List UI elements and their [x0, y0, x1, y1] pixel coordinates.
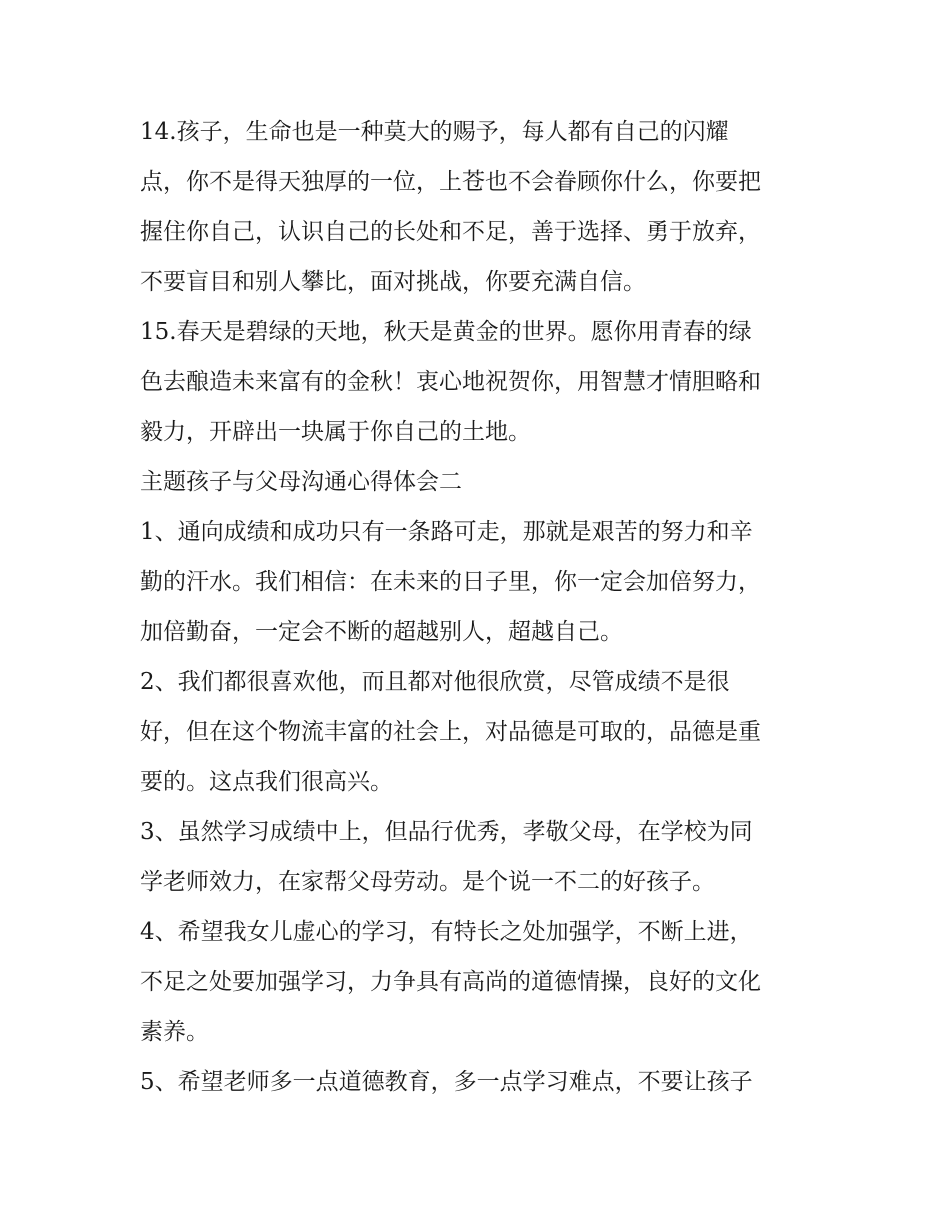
- text-line: 毅力，开辟出一块属于你自己的土地。: [140, 419, 531, 445]
- text-line: 加倍勤奋，一定会不断的超越别人，超越自己。: [140, 619, 623, 645]
- section-heading: 主题孩子与父母沟通心得体会二: [140, 469, 462, 495]
- text-line: 5、希望老师多一点道德教育，多一点学习难点，不要让孩子: [140, 1069, 753, 1095]
- text-line: 14.孩子，生命也是一种莫大的赐予，每人都有自己的闪耀: [140, 119, 729, 145]
- text-line: 不要盲目和别人攀比，面对挑战，你要充满自信。: [140, 269, 646, 295]
- text-line: 点，你不是得天独厚的一位，上苍也不会眷顾你什么，你要把: [140, 169, 761, 195]
- text-line: 学老师效力，在家帮父母劳动。是个说一不二的好孩子。: [140, 869, 715, 895]
- document-body: [140, 107, 820, 1107]
- text-line: 3、虽然学习成绩中上，但品行优秀，孝敬父母，在学校为同: [140, 819, 753, 845]
- text-line: 握住你自己，认识自己的长处和不足，善于选择、勇于放弃，: [140, 219, 761, 245]
- text-line: 色去酿造未来富有的金秋！衷心地祝贺你，用智慧才情胆略和: [140, 369, 761, 395]
- text-line: 好，但在这个物流丰富的社会上，对品德是可取的，品德是重: [140, 719, 761, 745]
- text-line: 素养。: [140, 1019, 209, 1045]
- text-line: 4、希望我女儿虚心的学习，有特长之处加强学，不断上进，: [140, 919, 753, 945]
- text-line: 1、通向成绩和成功只有一条路可走，那就是艰苦的努力和辛: [140, 519, 753, 545]
- text-line: 勤的汗水。我们相信：在未来的日子里，你一定会加倍努力，: [140, 569, 761, 595]
- text-line: 要的。这点我们很高兴。: [140, 769, 393, 795]
- text-line: 15.春天是碧绿的天地，秋天是黄金的世界。愿你用青春的绿: [140, 319, 752, 345]
- text-line: 不足之处要加强学习，力争具有高尚的道德情操，良好的文化: [140, 969, 761, 995]
- text-line: 2、我们都很喜欢他，而且都对他很欣赏，尽管成绩不是很: [140, 669, 730, 695]
